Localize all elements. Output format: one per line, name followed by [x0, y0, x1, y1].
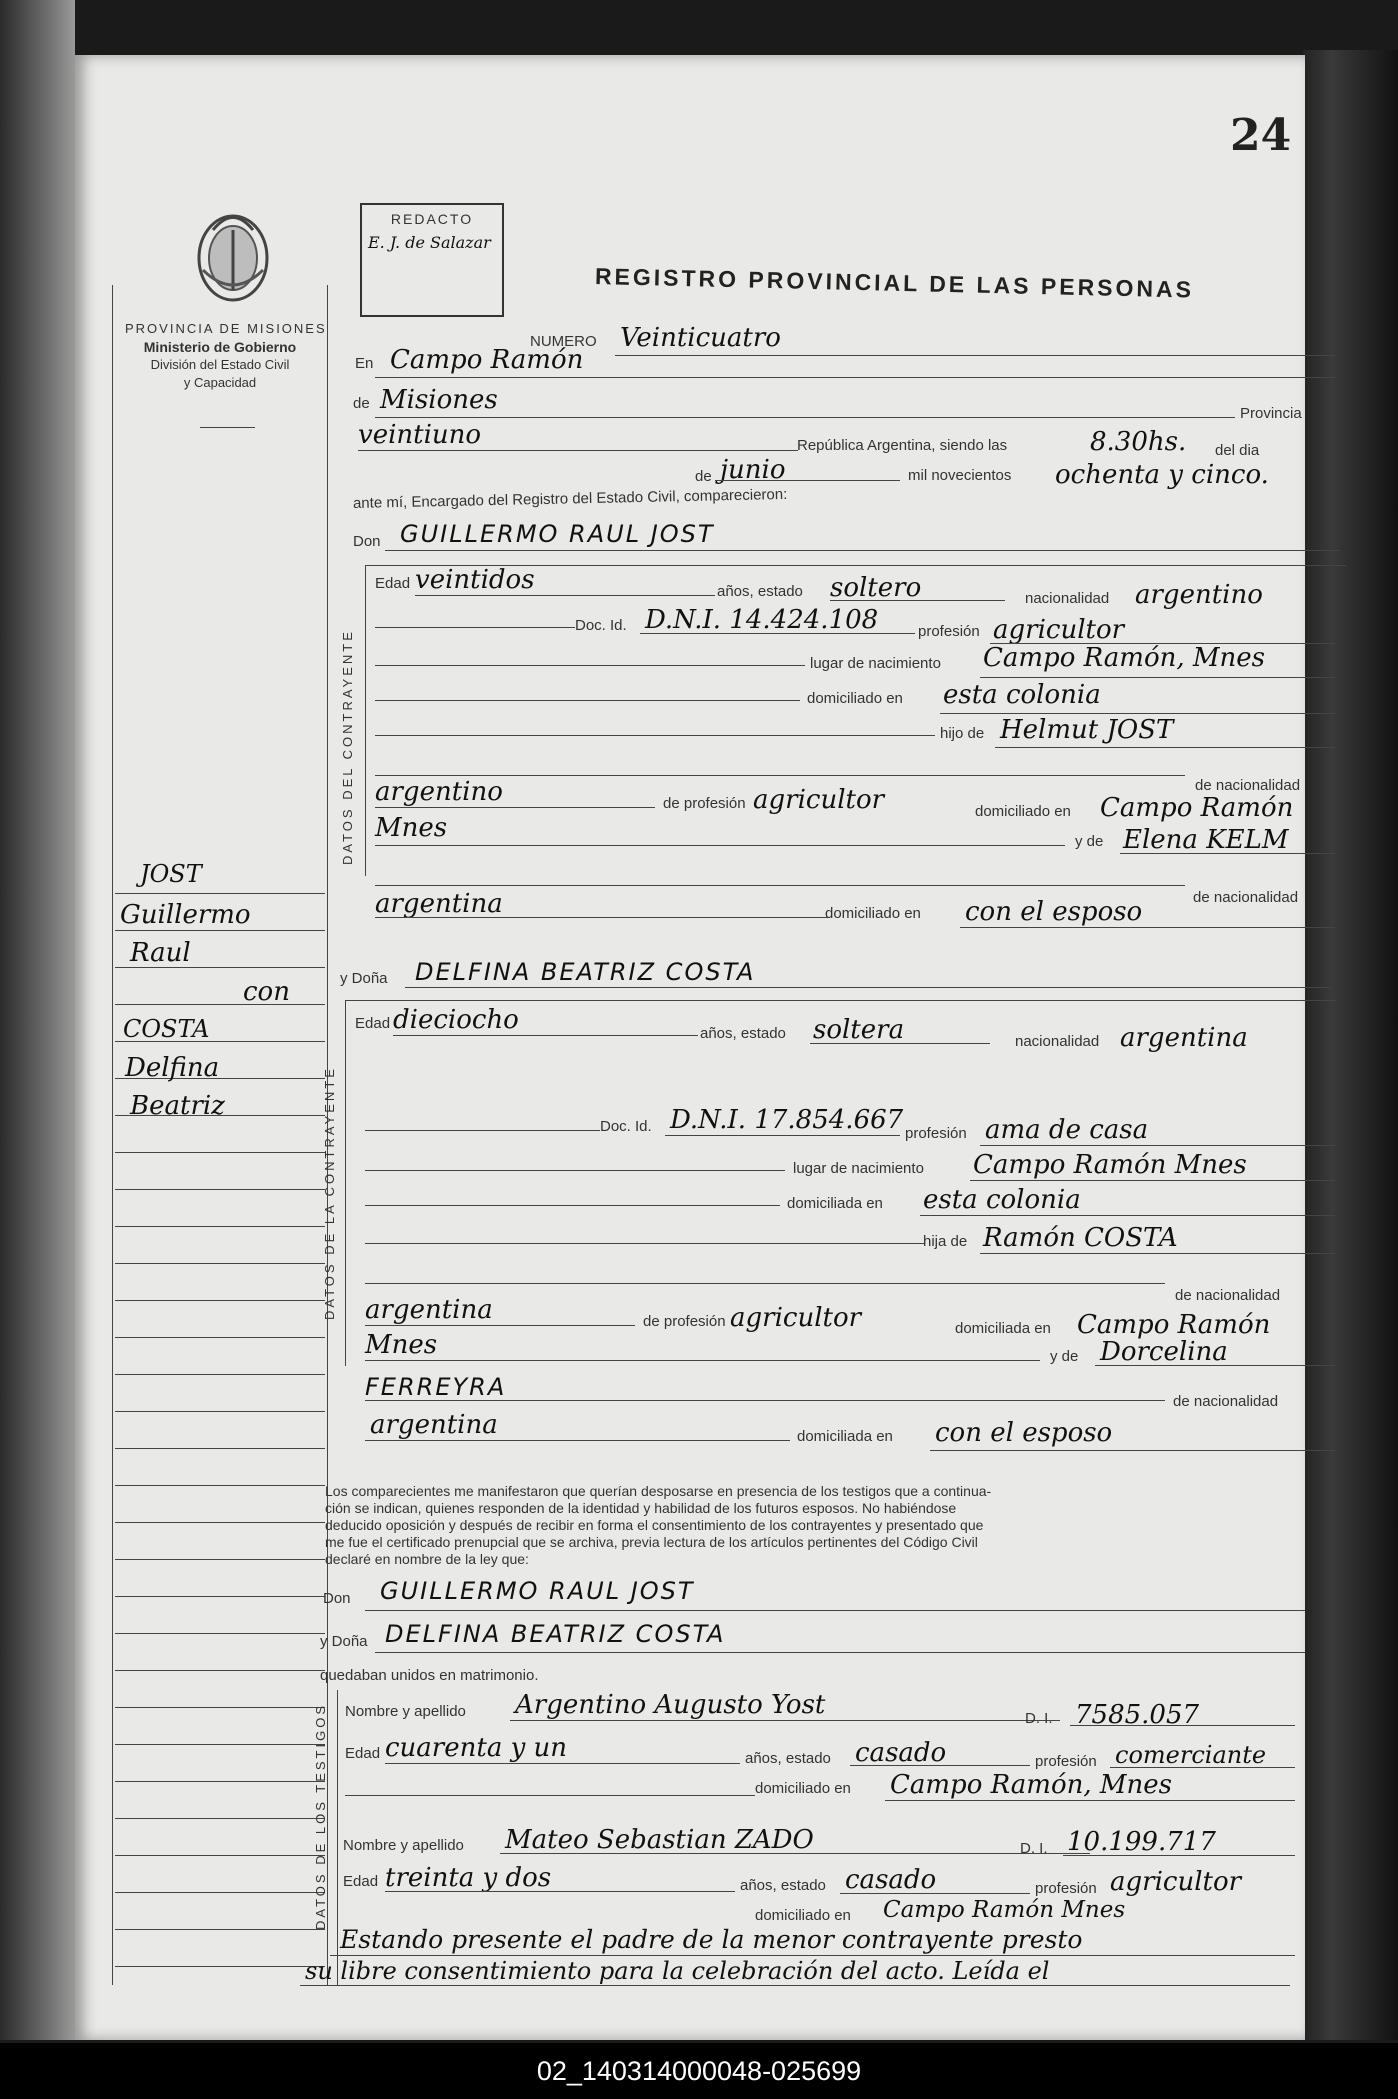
rule — [358, 450, 798, 451]
anos-label-4: años, estado — [740, 1877, 826, 1894]
margin-rule-line — [115, 1300, 325, 1301]
bride-madre2: FERREYRA — [365, 1373, 507, 1401]
bride-padre-prof: agricultor — [730, 1303, 862, 1333]
edad-label-2: Edad — [355, 1015, 391, 1032]
margin-rule-line — [115, 1263, 325, 1264]
anio-value: ochenta y cinco. — [1055, 460, 1269, 490]
rule — [930, 1450, 1335, 1451]
rule — [1070, 1725, 1295, 1726]
w1-edad: cuarenta y un — [385, 1733, 568, 1763]
de-nac-label-2: de nacionalidad — [1193, 889, 1299, 906]
province-line-3: División del Estado Civil — [150, 357, 290, 372]
rule — [375, 917, 830, 918]
paragraph-line: deducido oposición y después de recibir en forma el consentimiento de los contrayentes y presentado que — [325, 1517, 984, 1533]
prof-label: profesión — [918, 623, 980, 640]
groom-vertical-label: DATOS DEL CONTRAYENTE — [340, 629, 355, 865]
groom-madre: Elena KELM — [1123, 825, 1289, 855]
rule — [665, 1135, 900, 1136]
w2-prof: agricultor — [1110, 1867, 1242, 1897]
hija-label: hija de — [923, 1233, 968, 1250]
rule — [1120, 853, 1335, 854]
groom-nac: argentino — [1135, 580, 1263, 610]
dona-value: DELFINA BEATRIZ COSTA — [415, 958, 756, 986]
rule — [393, 1035, 698, 1036]
paragraph-line: ción se indican, quienes responden de la identidad y habilidad de los futuros esposos. No habiéndose — [325, 1500, 957, 1516]
y-de-label-2: y de — [1050, 1348, 1079, 1365]
republica-label: República Argentina, siendo las — [797, 437, 1008, 454]
di-label: D. I. — [1025, 1710, 1053, 1727]
bride-edad: dieciocho — [393, 1005, 519, 1035]
page-number: 24 — [1230, 110, 1292, 161]
province-line-1: PROVINCIA DE MISIONES — [125, 321, 327, 336]
margin-rule-line — [115, 1707, 325, 1708]
margin-rule-line — [115, 930, 325, 931]
bride-padre-dom: Campo Ramón — [1077, 1310, 1271, 1340]
rule — [640, 633, 915, 634]
rule — [345, 1795, 755, 1796]
rule — [960, 927, 1335, 928]
rule — [1095, 1365, 1335, 1366]
de-nac-label-3: de nacionalidad — [1175, 1287, 1281, 1304]
bride-vertical-label: DATOS DE LA CONTRAYENTE — [322, 1066, 337, 1320]
rule — [510, 1720, 1060, 1721]
en-value: Campo Ramón — [390, 345, 584, 375]
note-line-1: Estando presente el padre de la menor contrayente presto — [340, 1925, 1083, 1954]
bride-madre: Dorcelina — [1100, 1337, 1228, 1367]
prof-label-4: profesión — [1035, 1880, 1097, 1897]
rule — [365, 1130, 600, 1131]
rule — [920, 1215, 1335, 1216]
margin-rule-line — [115, 1559, 325, 1560]
de-value: Misiones — [380, 385, 498, 415]
rule — [980, 677, 1335, 678]
margin-rule-line — [115, 1374, 325, 1375]
de-mes-label: de — [695, 468, 712, 485]
rule — [365, 1243, 925, 1244]
dia-value: veintiuno — [358, 420, 482, 450]
margin-name-3: Raul — [130, 938, 191, 968]
rule — [365, 1205, 780, 1206]
bride-madre-nac: argentina — [370, 1410, 498, 1440]
edad-label-3: Edad — [345, 1745, 381, 1762]
rule — [375, 417, 1235, 418]
rule — [375, 1652, 1305, 1653]
de-nac-label-4: de nacionalidad — [1173, 1393, 1279, 1410]
margin-name-4: con — [243, 977, 290, 1007]
numero-label: NUMERO — [530, 333, 597, 350]
w1-nombre: Argentino Augusto Yost — [515, 1690, 826, 1720]
rule — [365, 1325, 635, 1326]
groom-padre-dom: Campo Ramón — [1100, 793, 1294, 823]
register-page — [75, 55, 1305, 2040]
margin-rule-line — [115, 893, 325, 894]
en-label: En — [355, 355, 374, 372]
rule — [940, 713, 1335, 714]
rule — [365, 1360, 1040, 1361]
paragraph-line: declaré en nombre de la ley que: — [325, 1551, 529, 1567]
rule — [1063, 1855, 1295, 1856]
de-prof-label-2: de profesión — [643, 1313, 726, 1330]
y-de-label: y de — [1075, 833, 1104, 850]
rule — [500, 1853, 1090, 1854]
margin-name-6: Delfina — [125, 1053, 220, 1083]
dom2-label: domiciliado en — [975, 803, 1071, 820]
groom-lugar: Campo Ramón, Mnes — [983, 643, 1265, 673]
redacto-stamp — [360, 203, 504, 317]
rule — [830, 600, 1005, 601]
dom-label: domiciliado en — [807, 690, 903, 707]
don-label: Don — [353, 533, 381, 550]
margin-rule-line — [115, 1966, 325, 1967]
groom-madre-nac: argentina — [375, 889, 503, 919]
de-prof-label: de profesión — [663, 795, 746, 812]
groom-edad: veintidos — [415, 565, 535, 595]
rule — [365, 1610, 1305, 1611]
nombre-label: Nombre y apellido — [345, 1703, 466, 1720]
note-line-2: su libre consentimiento para la celebración del acto. Leída el — [305, 1957, 1050, 1985]
del-dia-label: del dia — [1215, 442, 1260, 459]
rule — [405, 987, 1330, 988]
dom3-label: domiciliado en — [825, 905, 921, 922]
lugar-label-2: lugar de nacimiento — [793, 1160, 924, 1177]
anos-label: años, estado — [717, 583, 803, 600]
groom-dom: esta colonia — [943, 680, 1101, 710]
hora-value: 8.30hs. — [1090, 427, 1187, 457]
don-value: GUILLERMO RAUL JOST — [400, 520, 715, 548]
witness-rule — [337, 1690, 338, 1985]
doc-label-2: Doc. Id. — [600, 1118, 652, 1135]
rule — [375, 700, 800, 701]
don2-value: GUILLERMO RAUL JOST — [380, 1577, 695, 1605]
rule — [365, 1283, 1165, 1284]
edad-label: Edad — [375, 575, 411, 592]
paragraph-line: me fue el certificado prenupcial que se archiva, previa lectura de los artículos pertinentes del Código Civil — [325, 1534, 978, 1550]
margin-rule-line — [115, 1448, 325, 1449]
rule — [375, 627, 575, 628]
stamp-title: REDACTO — [390, 211, 474, 227]
nac-label: nacionalidad — [1025, 590, 1110, 607]
margin-rule-line — [115, 1522, 325, 1523]
ante-mi-label: ante mí, Encargado del Registro del Estado Civil, comparecieron: — [352, 485, 788, 512]
rule — [385, 550, 1340, 551]
w2-nombre: Mateo Sebastian ZADO — [505, 1825, 814, 1855]
margin-rule-line — [115, 1781, 325, 1782]
rule — [970, 1180, 1335, 1181]
archive-reference: 02_140314000048-025699 — [0, 2043, 1398, 2099]
groom-doc: D.N.I. 14.424.108 — [645, 605, 879, 635]
stamp-signature: E. J. de Salazar — [368, 233, 491, 252]
bride-madre-dom: con el esposo — [935, 1418, 1113, 1448]
w2-edad: treinta y dos — [385, 1863, 552, 1893]
rule — [375, 807, 655, 808]
margin-rule-line — [115, 1855, 325, 1856]
rule — [365, 1170, 785, 1171]
margin-rule-line — [115, 1596, 325, 1597]
anos-label-3: años, estado — [745, 1750, 831, 1767]
anos-label-2: años, estado — [700, 1025, 786, 1042]
groom-padre: Helmut JOST — [1000, 715, 1174, 745]
witness-vertical-label: DATOS DE LOS TESTIGOS — [313, 1703, 328, 1930]
margin-rule-line — [115, 1892, 325, 1893]
rule — [810, 1043, 990, 1044]
doma-label: domiciliada en — [787, 1195, 883, 1212]
nac-label-2: nacionalidad — [1015, 1033, 1100, 1050]
province-block — [125, 320, 327, 392]
groom-padre-dom2: Mnes — [375, 813, 448, 843]
y-dona-label: y Doña — [340, 970, 388, 987]
doma3-label: domiciliada en — [797, 1428, 893, 1445]
edad-label-4: Edad — [343, 1873, 379, 1890]
bride-lugar: Campo Ramón Mnes — [973, 1150, 1247, 1180]
rule — [1110, 1767, 1295, 1768]
w1-di: 7585.057 — [1075, 1700, 1200, 1730]
margin-rule-line — [115, 1189, 325, 1190]
groom-padre-nac: argentino — [375, 777, 503, 807]
margin-rule-line — [115, 1929, 325, 1930]
lugar-label: lugar de nacimiento — [810, 655, 941, 672]
rule — [330, 1955, 1295, 1956]
mil-label: mil novecientos — [908, 467, 1012, 484]
margin-name-2: Guillermo — [120, 900, 251, 930]
margin-rule-line — [115, 1485, 325, 1486]
don-label-2: Don — [323, 1590, 351, 1607]
divider — [200, 427, 255, 428]
w1-prof: comerciante — [1115, 1741, 1267, 1769]
di-label-2: D. I. — [1020, 1840, 1048, 1857]
bride-prof: ama de casa — [985, 1115, 1149, 1145]
rule — [615, 355, 1335, 356]
hijo-label: hijo de — [940, 725, 985, 742]
margin-rule — [112, 285, 113, 1985]
province-line-4: y Capacidad — [183, 375, 257, 390]
paragraph-line: Los comparecientes me manifestaron que querían desposarse en presencia de los testigos que a continua- — [325, 1483, 992, 1499]
rule — [385, 1763, 740, 1764]
nombre-label-2: Nombre y apellido — [343, 1837, 464, 1854]
rule — [375, 377, 1335, 378]
bride-padre: Ramón COSTA — [983, 1223, 1178, 1253]
rule — [365, 1440, 790, 1441]
doma2-label: domiciliada en — [955, 1320, 1051, 1337]
margin-name-1: JOST — [140, 860, 202, 888]
province-line-2: Ministerio de Gobierno — [143, 339, 297, 355]
rule — [375, 665, 805, 666]
comparecientes-text — [325, 1483, 991, 1568]
rule — [385, 1891, 735, 1892]
bride-padre-dom2: Mnes — [365, 1330, 438, 1360]
bride-dom: esta colonia — [923, 1185, 1081, 1215]
w1-dom: Campo Ramón, Mnes — [890, 1770, 1172, 1800]
groom-estado: soltero — [830, 573, 922, 603]
rule — [375, 735, 935, 736]
prof-label-3: profesión — [1035, 1753, 1097, 1770]
margin-rule-line — [115, 1744, 325, 1745]
de-label: de — [353, 395, 370, 412]
groom-madre-dom: con el esposo — [965, 897, 1143, 927]
rule — [415, 595, 715, 596]
w1-estado: casado — [855, 1738, 947, 1768]
dom-label-5: domiciliado en — [755, 1907, 851, 1924]
margin-rule-line — [115, 1670, 325, 1671]
coat-of-arms-icon — [183, 200, 283, 310]
rule — [715, 480, 900, 481]
dona2-value: DELFINA BEATRIZ COSTA — [385, 1620, 726, 1648]
margin-rule-line — [115, 1818, 325, 1819]
margin-rule-line — [115, 1226, 325, 1227]
page-title: REGISTRO PROVINCIAL DE LAS PERSONAS — [594, 263, 1195, 303]
bride-padre-nac: argentina — [365, 1295, 493, 1325]
numero-value: Veinticuatro — [620, 323, 781, 353]
groom-padre-prof: agricultor — [753, 785, 885, 815]
rule — [365, 1400, 1165, 1401]
rule — [300, 1985, 1290, 1986]
rule — [375, 845, 1065, 846]
margin-name-7: Beatriz — [130, 1091, 225, 1121]
w2-dom: Campo Ramón Mnes — [883, 1897, 1126, 1923]
y-dona-label-2: y Doña — [320, 1633, 368, 1650]
rule — [885, 1800, 1295, 1801]
margin-rule-line — [115, 1004, 325, 1005]
quedaban-label: quedaban unidos en matrimonio. — [320, 1667, 539, 1684]
dom-label-4: domiciliado en — [755, 1780, 851, 1797]
margin-rule-line — [115, 1337, 325, 1338]
bride-estado: soltera — [813, 1015, 905, 1045]
margin-rule-line — [115, 1152, 325, 1153]
margin-rule-line — [115, 1633, 325, 1634]
bride-nac: argentina — [1120, 1023, 1248, 1053]
de-nac-label: de nacionalidad — [1195, 777, 1301, 794]
prof-label-2: profesión — [905, 1125, 967, 1142]
rule — [995, 747, 1335, 748]
rule — [375, 775, 1185, 776]
margin-rule-line — [115, 1411, 325, 1412]
rule — [375, 885, 1185, 886]
mes-value: junio — [720, 455, 786, 485]
w2-estado: casado — [845, 1865, 937, 1895]
provincia-label: Provincia — [1240, 405, 1302, 422]
book-spine — [0, 0, 75, 2040]
rule — [980, 1253, 1335, 1254]
groom-prof: agricultor — [993, 615, 1125, 645]
rule — [850, 1765, 1030, 1766]
doc-label: Doc. Id. — [575, 617, 627, 634]
w2-di: 10.199.717 — [1067, 1827, 1216, 1857]
rule — [840, 1893, 1030, 1894]
rule — [980, 1145, 1335, 1146]
bride-doc: D.N.I. 17.854.667 — [670, 1105, 904, 1135]
margin-name-5: COSTA — [123, 1015, 210, 1043]
